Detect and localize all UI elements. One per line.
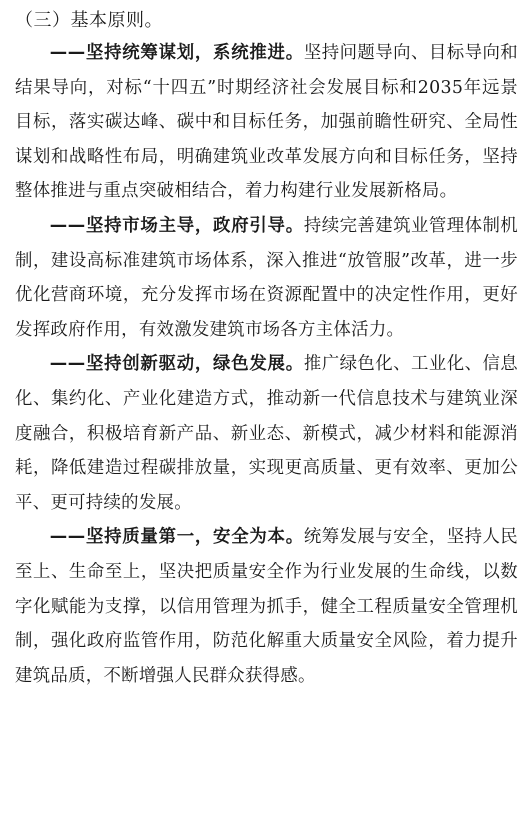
principle-lead-1: ——坚持统筹谋划，系统推进。: [49, 43, 304, 63]
principle-body-3: 推广绿色化、工业化、信息化、集约化、产业化建造方式，推动新一代信息技术与建筑业深度融合，积极培育新产品、新业态、新模式，减少材料和能源消耗，降低建造过程碳排放量，实现更高质量、更有效率、更加公平、更可持续的发展。: [15, 354, 518, 513]
principle-paragraph-2: [15, 209, 518, 347]
principle-paragraph-3: [15, 347, 518, 520]
principle-body-4: 统筹发展与安全，坚持人民至上、生命至上，坚决把质量安全作为行业发展的生命线，以数字化赋能为支撑，以信用管理为抓手，健全工程质量安全管理机制，强化政府监管作用，防范化解重大质量安全风险，着力提升建筑品质，不断增强人民群众获得感。: [15, 527, 518, 686]
principle-paragraph-4: [15, 520, 518, 693]
section-heading: （三）基本原则。: [15, 10, 163, 31]
principle-body-2: 持续完善建筑业管理体制机制，建设高标准建筑市场体系，深入推进“放管服”改革，进一步优化营商环境，充分发挥市场在资源配置中的决定性作用，更好发挥政府作用，有效激发建筑市场各方主体活力。: [15, 215, 518, 340]
principle-lead-4: ——坚持质量第一，安全为本。: [49, 527, 304, 548]
principle-body-1: 坚持问题导向、目标导向和结果导向，对标“十四五”时期经济社会发展目标和2035年远景目标，落实碳达峰、碳中和目标任务，加强前瞻性研究、全局性谋划和战略性布局，明确建筑业改革发展方向和目标任务，坚持整体推进与重点突破相结合，着力构建行业发展新格局。: [15, 43, 518, 202]
principle-lead-2: ——坚持市场主导，政府引导。: [49, 215, 304, 236]
principle-paragraph-1: [15, 36, 518, 209]
principle-lead-3: ——坚持创新驱动，绿色发展。: [49, 354, 304, 375]
